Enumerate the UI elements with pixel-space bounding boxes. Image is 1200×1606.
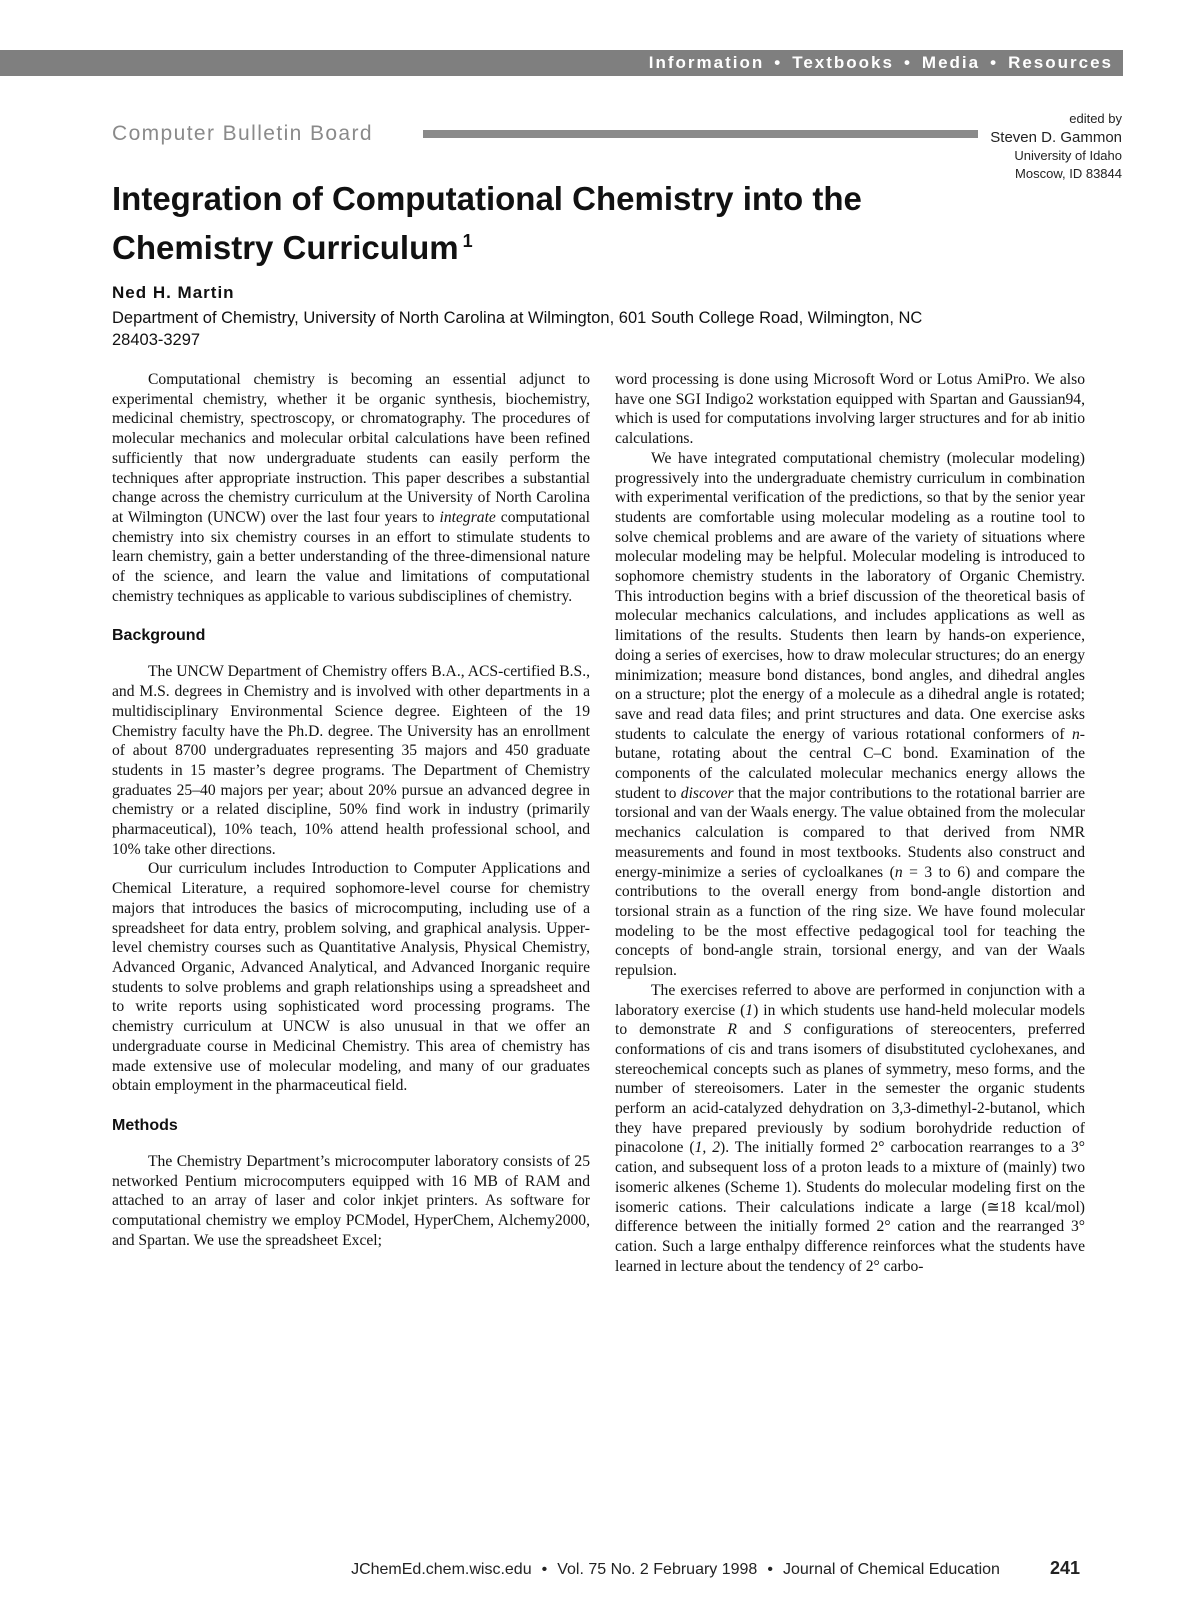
italic-n-2: n	[894, 863, 903, 881]
article-title-text: Integration of Computational Chemistry into the Chemistry Curriculum	[112, 180, 862, 266]
exercises-text-c: configurations of stereocenters, preferred conformations of cis and trans isomers of disubstituted cyclohexanes, and stereochemical concepts such as planes of symmetry, meso forms, and the number of stereoisomers. Later in the semester the organic students perform an acid-catalyzed dehydration on 3,3-dimethyl-2-butanol, which they have prepared previously by sodium borohydride reduction of pinacolone (	[615, 1021, 1085, 1157]
methods-continuation: word processing is done using Microsoft Word or Lotus AmiPro. We also have one SGI Indigo2 workstation equipped with Spartan and Gaussian94, which is used for computations involving larger structures and for ab initio calculations.	[615, 371, 1085, 448]
heading-methods: Methods	[112, 1116, 178, 1134]
right-column	[615, 370, 1085, 1276]
italic-discover: discover	[680, 784, 734, 802]
italic-n: n	[1072, 725, 1080, 743]
section-rule	[423, 130, 978, 138]
footer-issue: Vol. 75 No. 2 February 1998	[557, 1561, 758, 1578]
article-title	[112, 178, 872, 269]
background-paragraph-2: Our curriculum includes Introduction to Computer Applications and Chemical Literature, a required sophomore-level course for chemistry majors that introduces the basics of microcomputing, including use of a spreadsheet for data entry, problem solving, and graphical analysis. Upper-level chemistry courses such as Quantitative Analysis, Physical Chemistry, Advanced Organic, Advanced Analytical, and Advanced Inorganic require students to solve problems and graph relationships using a spreadsheet and to write reports using sophisticated word processing programs. The chemistry curriculum at UNCW is also unusual in that we offer an undergraduate course in Medicinal Chemistry. This area of chemistry has made extensive use of molecular modeling, and many of our graduates obtain employment in the pharmaceutical field.	[112, 860, 590, 1095]
editor-university: University of Idaho	[1014, 148, 1122, 163]
footer-bullet: •	[767, 1561, 773, 1578]
exercises-and: and	[749, 1021, 772, 1039]
intro-emphasis: integrate	[439, 508, 496, 526]
nav-information: Information	[648, 53, 765, 72]
exercises-text-a: The exercises referred to above are performed in conjunction with a laboratory exercise (	[615, 981, 1085, 1019]
left-column	[112, 370, 590, 1250]
footer-bullet: •	[541, 1561, 548, 1578]
integration-text-c: that the major contributions to the rotational barrier are torsional and van der Waals energy. The value obtained from the molecular mechanics calculation is compared to that derived from NMR measurements and found in most textbooks. Students also construct and energy-minimize a series of cycloalkanes (	[615, 784, 1085, 881]
footer-journal: Journal of Chemical Education	[782, 1561, 1000, 1578]
edited-by-label: edited by	[1069, 111, 1122, 126]
top-banner	[0, 50, 1123, 76]
title-footnote-marker: 1	[462, 231, 473, 251]
integration-text-b: -butane, rotating about the central C–C bond. Examination of the components of the calculated molecular mechanics energy allows the student to	[615, 725, 1085, 802]
methods-paragraph-1: The Chemistry Department’s microcomputer laboratory consists of 25 networked Pentium microcomputers equipped with 16 MB of RAM and attached to an array of laser and color inkjet printers. As software for computational chemistry we employ PCModel, HyperChem, Alchemy2000, and Spartan. We use the spreadsheet Excel;	[112, 1152, 590, 1249]
author-name: Ned H. Martin	[112, 283, 235, 302]
nav-separator: •	[990, 53, 999, 72]
editor-name: Steven D. Gammon	[990, 129, 1122, 146]
banner-nav	[649, 53, 1113, 73]
nav-separator: •	[774, 53, 783, 72]
intro-paragraph	[112, 370, 590, 606]
author-affiliation: Department of Chemistry, University of North Carolina at Wilmington, 601 South College Road, Wilmington, NC 28403-3297	[112, 309, 923, 349]
italic-R: R	[727, 1021, 737, 1039]
exercises-paragraph	[615, 981, 1085, 1277]
background-paragraph-1: The UNCW Department of Chemistry offers B.A., ACS-certified B.S., and M.S. degrees in Chemistry and is involved with other departments in a multidisciplinary Environmental Science degree. Eighteen of the 19 Chemistry faculty have the Ph.D. degree. The University has an enrollment of about 8700 undergraduates representing 35 majors and 450 graduate students in 15 master’s degree programs. The Department of Chemistry graduates 25–40 majors per year; about 20% pursue an advanced degree in chemistry or a related discipline, 50% find work in industry (primarily pharmaceutical), 10% teach, 10% attend health professional school, and 10% take other directions.	[112, 663, 590, 858]
nav-media: Media	[921, 53, 981, 72]
italic-S: S	[783, 1021, 792, 1039]
integration-text-d: = 3 to 6) and compare the contributions to the overall energy from bond-angle distortion and torsional strain as a function of the ring size. We have found molecular modeling to be the most effective pedagogical tool for teaching the concepts of bond-angle strain, torsional energy, and van der Waals repulsion.	[615, 863, 1085, 980]
exercises-text-b: ) in which students use hand-held molecular models to demonstrate	[615, 1001, 1085, 1039]
reference-1-2: 1, 2	[694, 1139, 721, 1157]
nav-textbooks: Textbooks	[792, 53, 894, 72]
reference-1: 1	[745, 1001, 754, 1019]
footer-citation	[351, 1558, 1080, 1579]
exercises-text-d: ). The initially formed 2° carbocation rearranges to a 3° cation, and subsequent loss of a proton leads to a mixture of (mainly) two isomeric alkenes (Scheme 1). Students do molecular modeling first on the isomeric cations. Their calculations indicate a large (≅18 kcal/mol) difference between the initially formed 2° cation and the rearranged 3° cation. Such a large enthalpy difference reinforces what the students have learned in lecture about the tendency of 2° carbo-	[615, 1139, 1086, 1275]
nav-resources: Resources	[1008, 53, 1113, 72]
heading-background: Background	[112, 627, 206, 645]
section-title: Computer Bulletin Board	[112, 122, 373, 145]
page-number: 241	[1049, 1558, 1080, 1578]
editor-city: Moscow, ID 83844	[1015, 166, 1122, 181]
nav-separator: •	[903, 53, 912, 72]
intro-text-a: Computational chemistry is becoming an essential adjunct to experimental chemistry, whether it be organic synthesis, biochemistry, medicinal chemistry, spectroscopy, or chromatography. The procedures of molecular mechanics and molecular orbital calculations have been refined sufficiently that now undergraduate students can easily perform the techniques after appropriate instruction. This paper describes a substantial change across the chemistry curriculum at the University of North Carolina at Wilmington (UNCW) over the last four years to	[112, 371, 590, 526]
integration-paragraph	[615, 449, 1085, 981]
footer-site: JChemEd.chem.wisc.edu	[351, 1561, 532, 1578]
intro-text-b: computational chemistry into six chemistry courses in an effort to stimulate students to learn chemistry, gain a better understanding of the three-dimensional nature of the science, and learn the value and limitations of computational chemistry techniques as applicable to various subdisciplines of chemistry.	[112, 508, 590, 605]
editor-block	[990, 110, 1122, 183]
integration-text-a: We have integrated computational chemistry (molecular modeling) progressively into the undergraduate chemistry curriculum in combination with experimental verification of the predictions, so that by the senior year students are comfortable using molecular modeling as a routine tool to solve chemical problems and are aware of the variety of situations where molecular modeling may be helpful. Molecular modeling is introduced to sophomore chemistry students in the laboratory of Organic Chemistry. This introduction begins with a brief discussion of the theoretical basis of molecular mechanics calculations, and includes applications as well as limitations of the results. Students then learn by hands-on experience, doing a series of exercises, how to draw molecular structures; do an energy minimization; measure bond distances, bond angles, and dihedral angles on a structure; plot the energy of a molecule as a dihedral angle is rotated; save and read data files; and print structures and data. One exercise asks students to calculate the energy of various rotational conformers of	[615, 449, 1085, 743]
